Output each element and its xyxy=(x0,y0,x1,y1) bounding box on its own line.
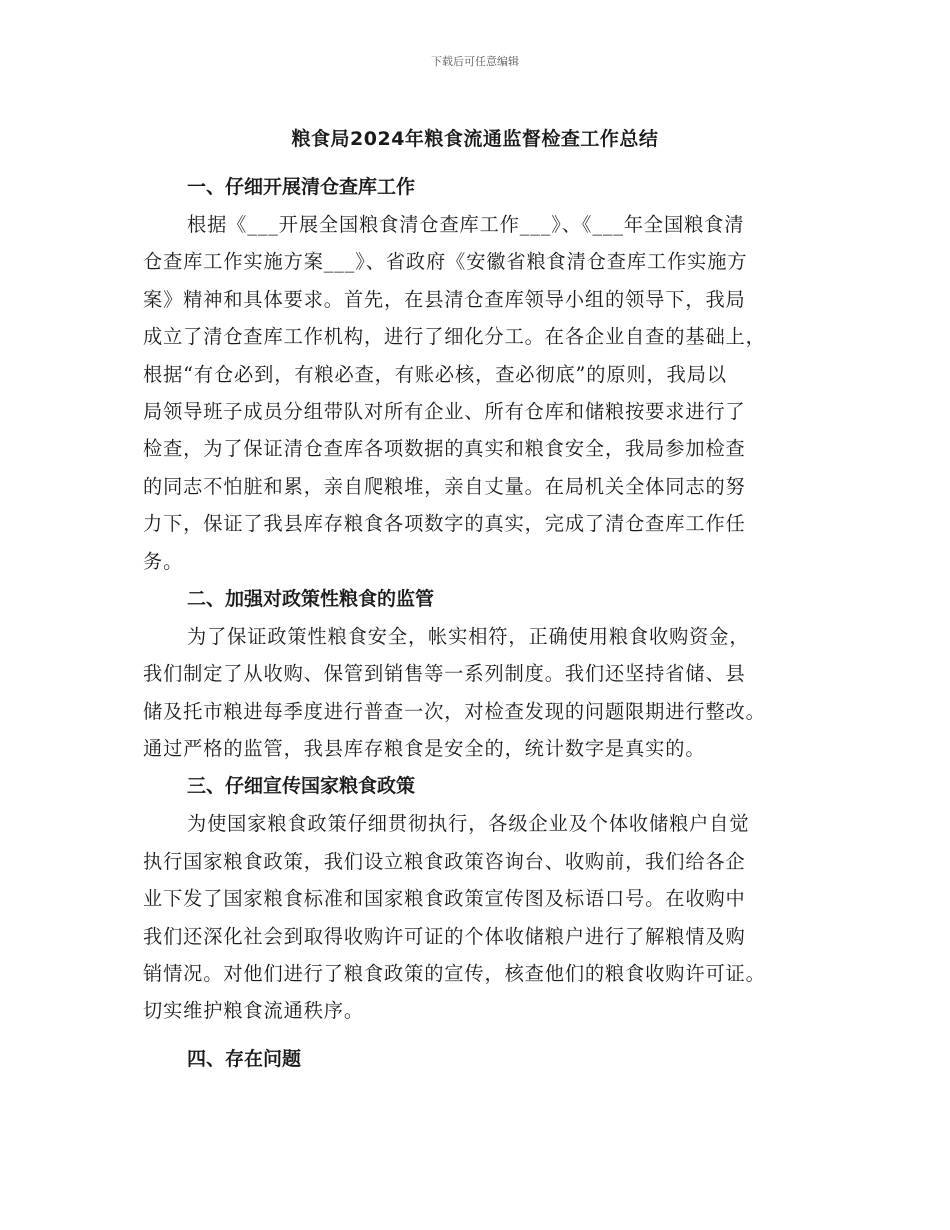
text-line: 根据“有仓必到，有粮必查，有账必核，查必彻底”的原则，我局以 xyxy=(143,362,727,386)
text-line: 通过严格的监管，我县库存粮食是安全的，统计数字是真实的。 xyxy=(143,737,706,761)
text-line: 业下发了国家粮食标准和国家粮食政策宣传图及标语口号。在收购中 xyxy=(143,887,746,911)
text-line: 仓查库工作实施方案___》、省政府《安徽省粮食清仓查库工作实施方 xyxy=(143,250,748,274)
section-heading-2: 二、加强对政策性粮食的监管 xyxy=(187,587,435,610)
document-body xyxy=(143,168,831,1078)
text-line: 我们还深化社会到取得收购许可证的个体收储粮户进行了解粮情及购 xyxy=(143,924,746,948)
text-line: 储及托市粮进每季度进行普查一次，对检查发现的问题限期进行整改。 xyxy=(143,699,766,723)
text-line: 检查，为了保证清仓查库各项数据的真实和粮食安全，我局参加检查 xyxy=(143,437,746,461)
section-heading-4: 四、存在问题 xyxy=(187,1047,302,1070)
page-title: 粮食局2024年粮食流通监督检查工作总结 xyxy=(291,128,659,150)
text-line: 切实维护粮食流通秩序。 xyxy=(143,999,364,1023)
header-note: 下载后可任意编辑 xyxy=(431,55,519,68)
section-2-paragraph xyxy=(143,618,831,768)
section-1-paragraph xyxy=(143,206,831,580)
text-line: 为了保证政策性粮食安全，帐实相符，正确使用粮食收购资金， xyxy=(187,624,750,648)
text-line: 的同志不怕脏和累，亲自爬粮堆，亲自丈量。在局机关全体同志的努 xyxy=(143,474,746,498)
text-line: 我们制定了从收购、保管到销售等一系列制度。我们还坚持省储、县 xyxy=(143,662,746,686)
text-line: 务。 xyxy=(143,549,184,573)
text-line: 成立了清仓查库工作机构，进行了细化分工。在各企业自查的基础上， xyxy=(143,325,766,349)
text-line: 为使国家粮食政策仔细贯彻执行，各级企业及个体收储粮户自觉 xyxy=(187,812,750,836)
text-line: 执行国家粮食政策，我们设立粮食政策咨询台、收购前，我们给各企 xyxy=(143,849,746,873)
text-line: 局领导班子成员分组带队对所有企业、所有仓库和储粮按要求进行了 xyxy=(143,399,746,423)
section-heading-3: 三、仔细宣传国家粮食政策 xyxy=(187,775,416,798)
text-line: 力下，保证了我县库存粮食各项数字的真实，完成了清仓查库工作任 xyxy=(143,512,746,536)
text-line: 案》精神和具体要求。首先，在县清仓查库领导小组的领导下，我局 xyxy=(143,287,746,311)
text-line: 根据《___开展全国粮食清仓查库工作___》、《___年全国粮食清 xyxy=(187,213,745,236)
section-heading-1: 一、仔细开展清仓查库工作 xyxy=(187,176,416,198)
text-line: 销情况。对他们进行了粮食政策的宣传，核查他们的粮食收购许可证。 xyxy=(143,962,766,986)
section-3-paragraph xyxy=(143,805,831,1029)
